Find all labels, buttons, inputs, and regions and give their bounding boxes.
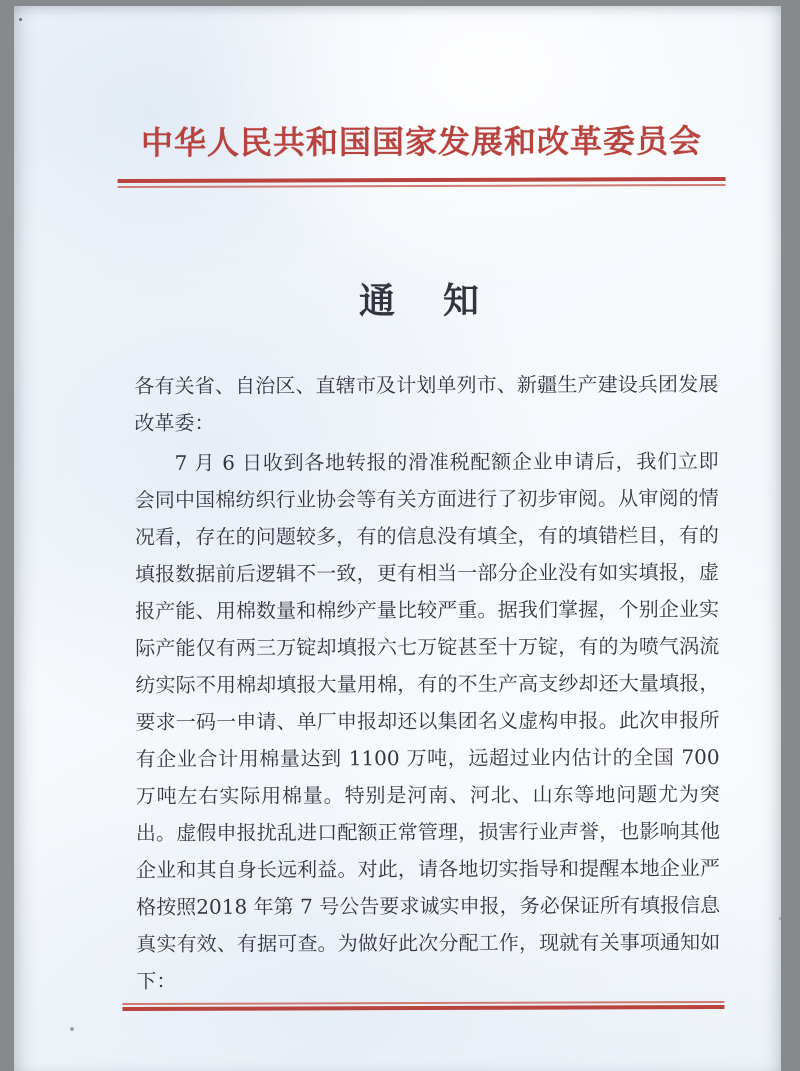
dust-speck [70, 1027, 74, 1031]
salutation: 各有关省、自治区、直辖市及计划单列市、新疆生产建设兵团发展改革委： [134, 371, 719, 436]
document-title: 通 知 [358, 279, 486, 323]
letterhead-org-name: 中华人民共和国国家发展和改革委员会 [140, 122, 703, 162]
footer-rule [122, 1001, 724, 1011]
document-page [14, 6, 781, 1071]
letterhead-rule-thin-line [118, 184, 726, 188]
document-content [117, 5, 729, 1011]
footer-rule-thick-line [122, 1005, 724, 1011]
dust-speck [19, 18, 22, 21]
letterhead-rule [118, 177, 726, 188]
letterhead-rule-thick-line [118, 177, 726, 183]
body-paragraph: 7 月 6 日收到各地转报的滑准税配额企业申请后，我们立即会同中国棉纺织行业协会等有关方面进行了初步审阅。从审阅的情况看，存在的问题较多，有的信息没有填全，有的填错栏目，有的填报数据前后逻辑不一致，更有相当一部分企业没有如实填报，虚报产能、用棉数量和棉纱产量比较严重。据我们掌握，个别企业实际产能仅有两三万锭却填报六七万锭甚至十万锭，有的为喷气涡流纺实际不用棉却填报大量用棉，有的不生产高支纱却还大量填报，要求一码一申请、单厂申报却还以集团名义虚构申报。此次申报所有企业合计用棉量达到 1100 万吨，远超过业内估计的全国 700 万吨左右实际用棉量。特别是河南、河北、山东等地问题尤为突出。虚假申报扰乱进口配额正常管理，损害行业声誉，也影响其他企业和其自身长远利益。对此，请各地切实指导和提醒本地企业严格按照2018 年第 7 号公告要求诚实申报，务必保证所有填报信息真实有效、有据可查。为做好此次分配工作，现就有关事项通知如下： [134, 448, 721, 993]
dust-speck [779, 917, 782, 920]
body-text-column [134, 366, 720, 1000]
